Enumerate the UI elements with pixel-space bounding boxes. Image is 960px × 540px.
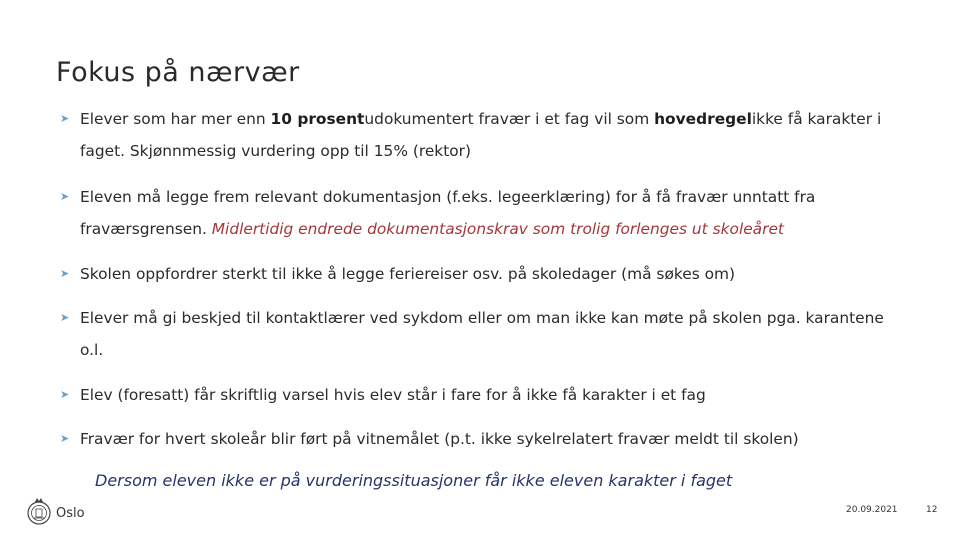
bullet-item [60, 302, 910, 366]
logo-text: Oslo [56, 506, 85, 521]
bullet-text: Eleven må legge frem relevant dokumentasjon (f.eks. legeerklæring) for å få fravær unntatt fra fraværsgrensen. [80, 188, 816, 238]
bullet-text: Elev (foresatt) får skriftlig varsel hvis elev står i fare for å ikke få karakter i et fag [80, 386, 706, 404]
bullet-arrow-icon: ➤ [60, 112, 70, 125]
bullet-item [60, 258, 910, 290]
slide-date: 20.09.2021 [846, 505, 898, 515]
bullet-bold-text: hovedregel [654, 110, 752, 128]
bullet-item [60, 379, 910, 411]
bullet-bold-text: 10 prosent [270, 110, 365, 128]
bullet-item [60, 181, 910, 245]
page-number: 12 [926, 505, 938, 515]
bullet-item [60, 423, 910, 455]
bullet-arrow-icon: ➤ [60, 311, 70, 324]
slide-title: Fokus på nærvær [56, 57, 300, 88]
bullet-text: Skolen oppfordrer sterkt til ikke å legge feriereiser osv. på skoledager (må søkes om) [80, 265, 736, 283]
bullet-item [60, 103, 910, 167]
slide-note: Dersom eleven ikke er på vurderingssituasjoner får ikke eleven karakter i faget [95, 471, 733, 490]
bullet-text: Fravær for hvert skoleår blir ført på vitnemålet (p.t. ikke sykelrelatert fravær meldt til skolen) [80, 430, 799, 448]
bullet-text: Elever som har mer enn [80, 110, 271, 128]
bullet-arrow-icon: ➤ [60, 190, 70, 203]
bullet-arrow-icon: ➤ [60, 388, 70, 401]
bullet-text: ikke få karakter i faget. Skjønnmessig vurdering opp til 15% (rektor) [80, 110, 882, 160]
bullet-highlight-text: Midlertidig endrede dokumentasjonskrav som trolig forlenges ut skoleåret [211, 220, 784, 238]
bullet-arrow-icon: ➤ [60, 432, 70, 445]
bullet-arrow-icon: ➤ [60, 267, 70, 280]
bullet-text: udokumentert fravær i et fag vil som [364, 110, 655, 128]
oslo-seal-icon [26, 496, 54, 526]
bullet-text: Elever må gi beskjed til kontaktlærer ved sykdom eller om man ikke kan møte på skolen pga. karantene o.l. [80, 309, 884, 359]
